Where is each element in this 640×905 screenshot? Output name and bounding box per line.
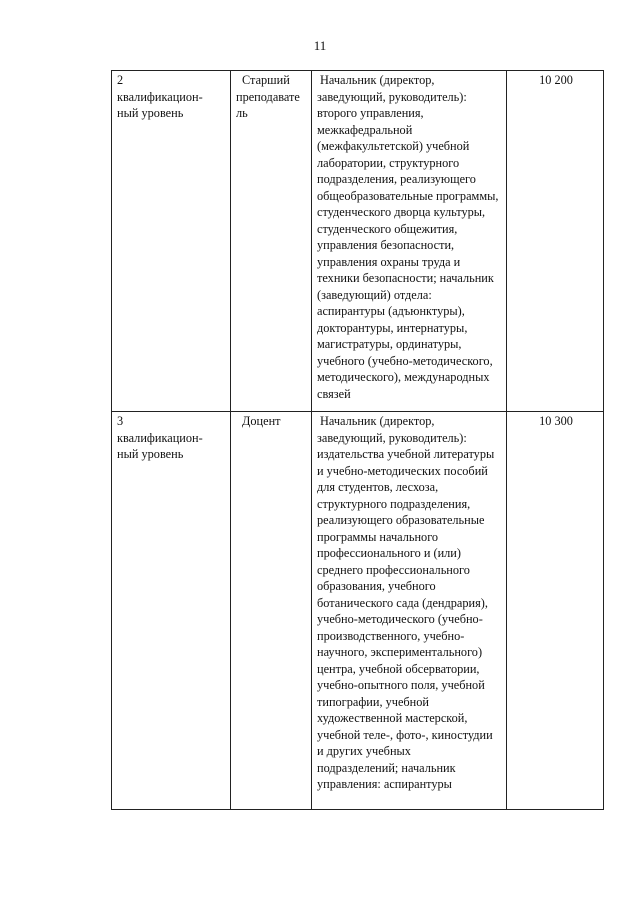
- level-number: 3: [117, 414, 124, 428]
- position-text-line: преподавате: [236, 89, 300, 104]
- description-line: научного, экспериментального): [317, 645, 483, 659]
- description-line: ботанического сада (дендрария),: [317, 595, 488, 610]
- level-number: 2: [117, 73, 124, 87]
- description-line: издательства учебной литературы: [317, 447, 495, 461]
- description-line: образования, учебного: [317, 579, 436, 593]
- description-cell: [312, 412, 507, 810]
- page-number: 11: [313, 38, 327, 53]
- salary-table: [111, 70, 604, 810]
- description-line: Начальник (директор,: [320, 73, 435, 87]
- description-line: общеобразовательные программы,: [317, 188, 499, 203]
- salary-cell: 10 300: [507, 412, 604, 810]
- description-line: художественной мастерской,: [317, 711, 468, 725]
- description-line: управления безопасности,: [317, 238, 455, 252]
- description-line: подразделения, реализующего: [317, 172, 476, 186]
- description-line: методического), международных: [317, 370, 490, 384]
- qualification-level-cell: [112, 71, 231, 412]
- description-line: связей: [317, 386, 351, 401]
- description-line: производственного, учебно-: [317, 628, 465, 643]
- description-line: студенческого общежития,: [317, 221, 458, 236]
- position-text-line: Доцент: [242, 414, 281, 428]
- description-line: аспирантуры (адъюнктуры),: [317, 304, 465, 318]
- description-line: заведующий, руководитель):: [317, 89, 467, 104]
- description-line: профессионального и (или): [317, 546, 461, 560]
- description-line: межкафедральной: [317, 122, 413, 137]
- description-line: типографии, учебной: [317, 694, 429, 709]
- table-row: [112, 71, 604, 412]
- position-text-line: Старший: [242, 73, 290, 87]
- level-text-line: квалификацион-: [117, 89, 203, 104]
- description-line: лаборатории, структурного: [317, 155, 460, 170]
- description-line: техники безопасности; начальник: [317, 271, 494, 285]
- description-line: учебно-методического (учебно-: [317, 612, 483, 626]
- qualification-level-cell: [112, 412, 231, 810]
- table-row: [112, 412, 604, 810]
- description-line: (заведующий) отдела:: [317, 287, 432, 302]
- description-line: второго управления,: [317, 106, 424, 120]
- description-line: реализующего образовательные: [317, 513, 485, 527]
- description-line: и других учебных: [317, 744, 411, 758]
- position-text-line: ль: [236, 106, 248, 120]
- description-line: учебной теле-, фото-, киностудии: [317, 727, 493, 742]
- description-line: структурного подразделения,: [317, 496, 471, 511]
- level-text-line: ный уровень: [117, 447, 184, 461]
- level-text-line: квалификацион-: [117, 430, 203, 445]
- description-line: студенческого дворца культуры,: [317, 205, 486, 219]
- level-text-line: ный уровень: [117, 106, 184, 120]
- salary-cell: 10 200: [507, 71, 604, 412]
- description-line: учебно-опытного поля, учебной: [317, 678, 485, 692]
- description-line: заведующий, руководитель):: [317, 430, 467, 445]
- description-line: среднего профессионального: [317, 562, 470, 577]
- description-line: подразделений; начальник: [317, 760, 456, 775]
- description-line: управления охраны труда и: [317, 254, 461, 269]
- description-line: центра, учебной обсерватории,: [317, 661, 480, 676]
- description-line: Начальник (директор,: [320, 414, 435, 428]
- description-line: для студентов, лесхоза,: [317, 480, 439, 494]
- description-line: учебного (учебно-методического,: [317, 353, 493, 368]
- description-line: докторантуры, интернатуры,: [317, 320, 468, 335]
- description-cell: [312, 71, 507, 412]
- position-cell: [231, 71, 312, 412]
- description-line: (межфакультетской) учебной: [317, 139, 470, 153]
- description-line: управления: аспирантуры: [317, 777, 452, 791]
- description-line: и учебно-методических пособий: [317, 463, 488, 478]
- description-line: программы начального: [317, 529, 439, 544]
- position-cell: [231, 412, 312, 810]
- description-line: магистратуры, ординатуры,: [317, 337, 462, 351]
